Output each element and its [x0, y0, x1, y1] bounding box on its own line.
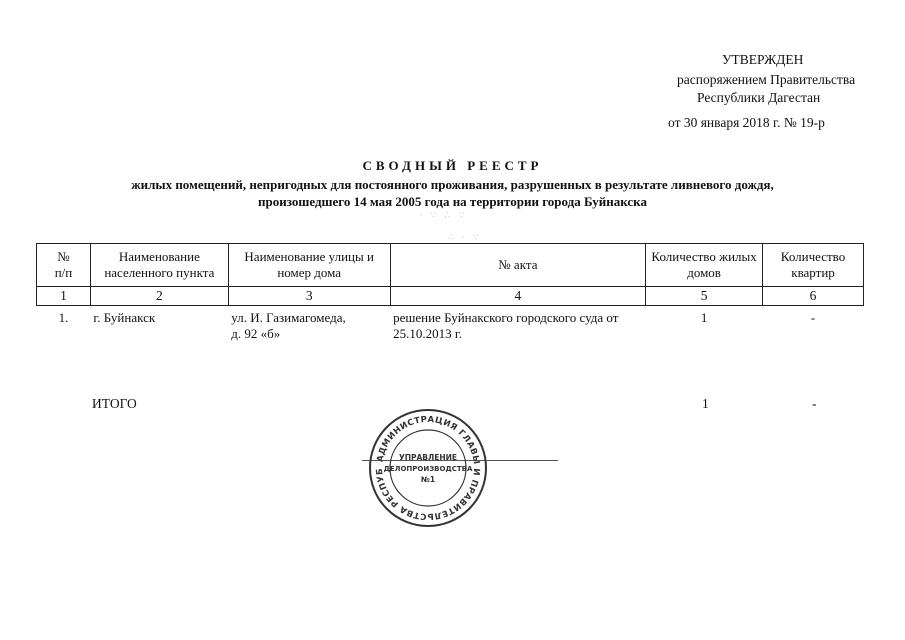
- subtitle-line-2: произошедшего 14 мая 2005 года на территории города Буйнакска: [258, 194, 647, 209]
- column-number: 4: [390, 287, 646, 306]
- row-num: 1.: [58, 310, 69, 325]
- stamp-ring-text: АДМИНИСТРАЦИЯ ГЛАВЫ И ПРАВИТЕЛЬСТВА РЕСПУБ: [374, 414, 482, 522]
- table-row: [37, 306, 864, 351]
- scan-speckle: ∙ ∵ ∴ ∵: [420, 210, 468, 220]
- stamp-center-line-2: ДЕЛОПРОИЗВОДСТВА: [383, 465, 473, 473]
- stamp-center-line-3: №1: [420, 475, 436, 484]
- header-street: Наименование улицы и номер дома: [228, 244, 390, 287]
- approval-line-2: Республики Дагестан: [697, 90, 821, 105]
- approval-heading: УТВЕРЖДЕН: [722, 52, 804, 67]
- row-act: решение Буйнакского городского суда от 25.10.2013 г.: [393, 310, 619, 341]
- register-table: [36, 243, 864, 350]
- column-number: 5: [646, 287, 763, 306]
- official-stamp: [366, 406, 490, 535]
- row-apartments: -: [810, 310, 816, 325]
- row-houses: 1: [700, 310, 708, 325]
- column-number: 3: [228, 287, 390, 306]
- column-number: 2: [90, 287, 228, 306]
- document-subtitle: [0, 176, 905, 210]
- stamp-seal: [366, 406, 490, 530]
- row-settlement: г. Буйнакск: [93, 310, 156, 325]
- table-header-row: [37, 244, 864, 287]
- column-number-row: [37, 287, 864, 306]
- subtitle-line-1: жилых помещений, непригодных для постоянного проживания, разрушенных в результате ливневого дождя,: [131, 177, 774, 192]
- stamp-center-line-1: УПРАВЛЕНИЕ: [398, 453, 458, 462]
- approval-date: от 30 января 2018 г. № 19-р: [668, 115, 825, 130]
- column-number: 1: [37, 287, 91, 306]
- row-street: ул. И. Газимагомеда, д. 92 «б»: [231, 310, 346, 341]
- document-title: СВОДНЫЙ РЕЕСТР: [362, 158, 543, 173]
- total-apartments: -: [812, 396, 817, 411]
- total-houses: 1: [702, 396, 709, 411]
- header-apartments: Количество квартир: [763, 244, 864, 287]
- approval-line-1: распоряжением Правительства: [677, 72, 856, 87]
- header-settlement: Наименование населенного пункта: [90, 244, 228, 287]
- column-number: 6: [763, 287, 864, 306]
- header-act: № акта: [390, 244, 646, 287]
- header-num: № п/п: [37, 244, 91, 287]
- scan-speckle: ∴ ∙ ∵: [448, 232, 482, 242]
- total-label: ИТОГО: [92, 396, 137, 411]
- header-houses: Количество жилых домов: [646, 244, 763, 287]
